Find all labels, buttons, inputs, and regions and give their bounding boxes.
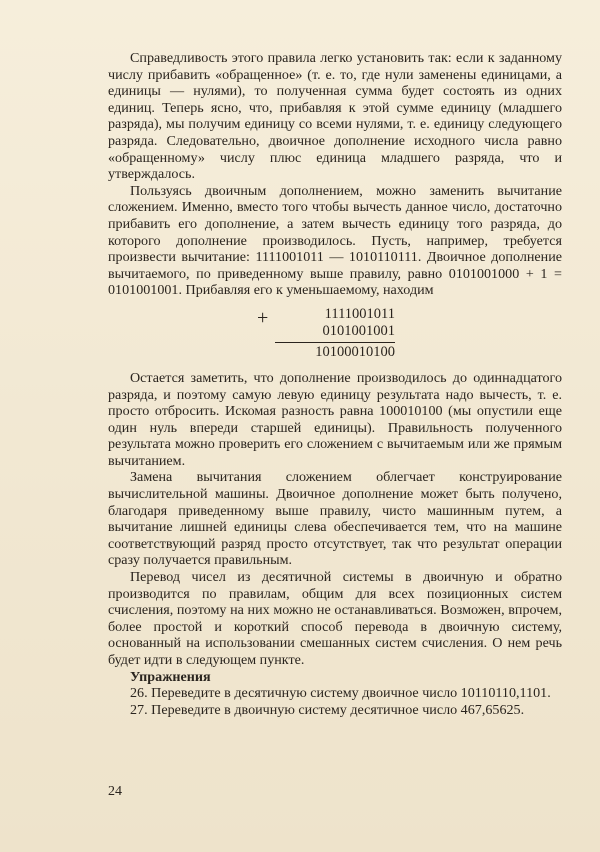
paragraph-machine-construction: Замена вычитания сложением облегчает конструирование вычислительной машины. Двоичное дополнение может быть получено, благодаря приведенному выше правилу, чисто машинным путем, а вычитание лишней единицы слева обеспечивается тем, что на машине соответствующий разряд просто отсутствует, так что результат операции сразу получается правильным. bbox=[108, 469, 562, 569]
addend-2: 0101001001 bbox=[322, 322, 395, 339]
paragraph-rule-proof: Справедливость этого правила легко установить так: если к заданному числу прибавить «обращенное» (т. е. то, где нули заменены единицами, а единицы — нулями), то полученная сумма будет состоять из одних единиц. Теперь ясно, что, прибавляя к этой сумме единицу (младшего разряда), мы получим единицу со всеми нулями, т. е. единицу следующего разряда. Следовательно, двоичное дополнение исходного числа равно «обращенному» числу плюс единица младшего разряда, что и утверждалось. bbox=[108, 50, 562, 183]
plus-sign: + bbox=[257, 306, 269, 329]
page-body bbox=[108, 50, 562, 718]
exercise-27: 27. Переведите в двоичную систему десятичное число 467,65625. bbox=[130, 701, 525, 718]
addition-result: 10100010100 bbox=[275, 342, 395, 361]
paragraph-subtraction-by-addition: Пользуясь двоичным дополнением, можно заменить вычитание сложением. Именно, вместо того чтобы вычесть данное число, достаточно прибавить его дополнение, а затем вычесть единицу того разряда, до которого дополнение производилось. Пусть, например, требуется произвести вычитание: 1111001011 — 1010110111. Двоичное дополнение вычитаемого, по приведенному выше правилу, равно 0101001000 + 1 = 0101001001. Прибавляя его к уменьшаемому, находим bbox=[108, 182, 562, 299]
exercise-26: 26. Переведите в десятичную систему двоичное число 10110110,1101. bbox=[130, 685, 551, 702]
paragraph-discard-bit: Остается заметить, что дополнение производилось до одиннадцатого разряда, и поэтому самую левую единицу результата надо вычесть, т. е. просто отбросить. Искомая разность равна 100010100 (мы опустили еще один нуль впереди старшей единицы). Правильность полученного результата можно проверить его сложением с вычитаемым или же прямым вычитанием. bbox=[108, 369, 562, 469]
binary-addition bbox=[108, 306, 562, 361]
exercises-heading: Упражнения bbox=[130, 668, 211, 685]
addend-1: 1111001011 bbox=[324, 305, 395, 322]
page-number: 24 bbox=[108, 784, 122, 799]
paragraph-conversion: Перевод чисел из десятичной системы в двоичную и обратно производится по правилам, общим для всех позиционных систем счисления, поэтому на них можно не останавливаться. Возможен, впрочем, более простой и короткий способ перевода в двоичную систему, основанный на использовании смешанных систем счисления. О нем речь будет идти в следующем пункте. bbox=[108, 569, 562, 668]
